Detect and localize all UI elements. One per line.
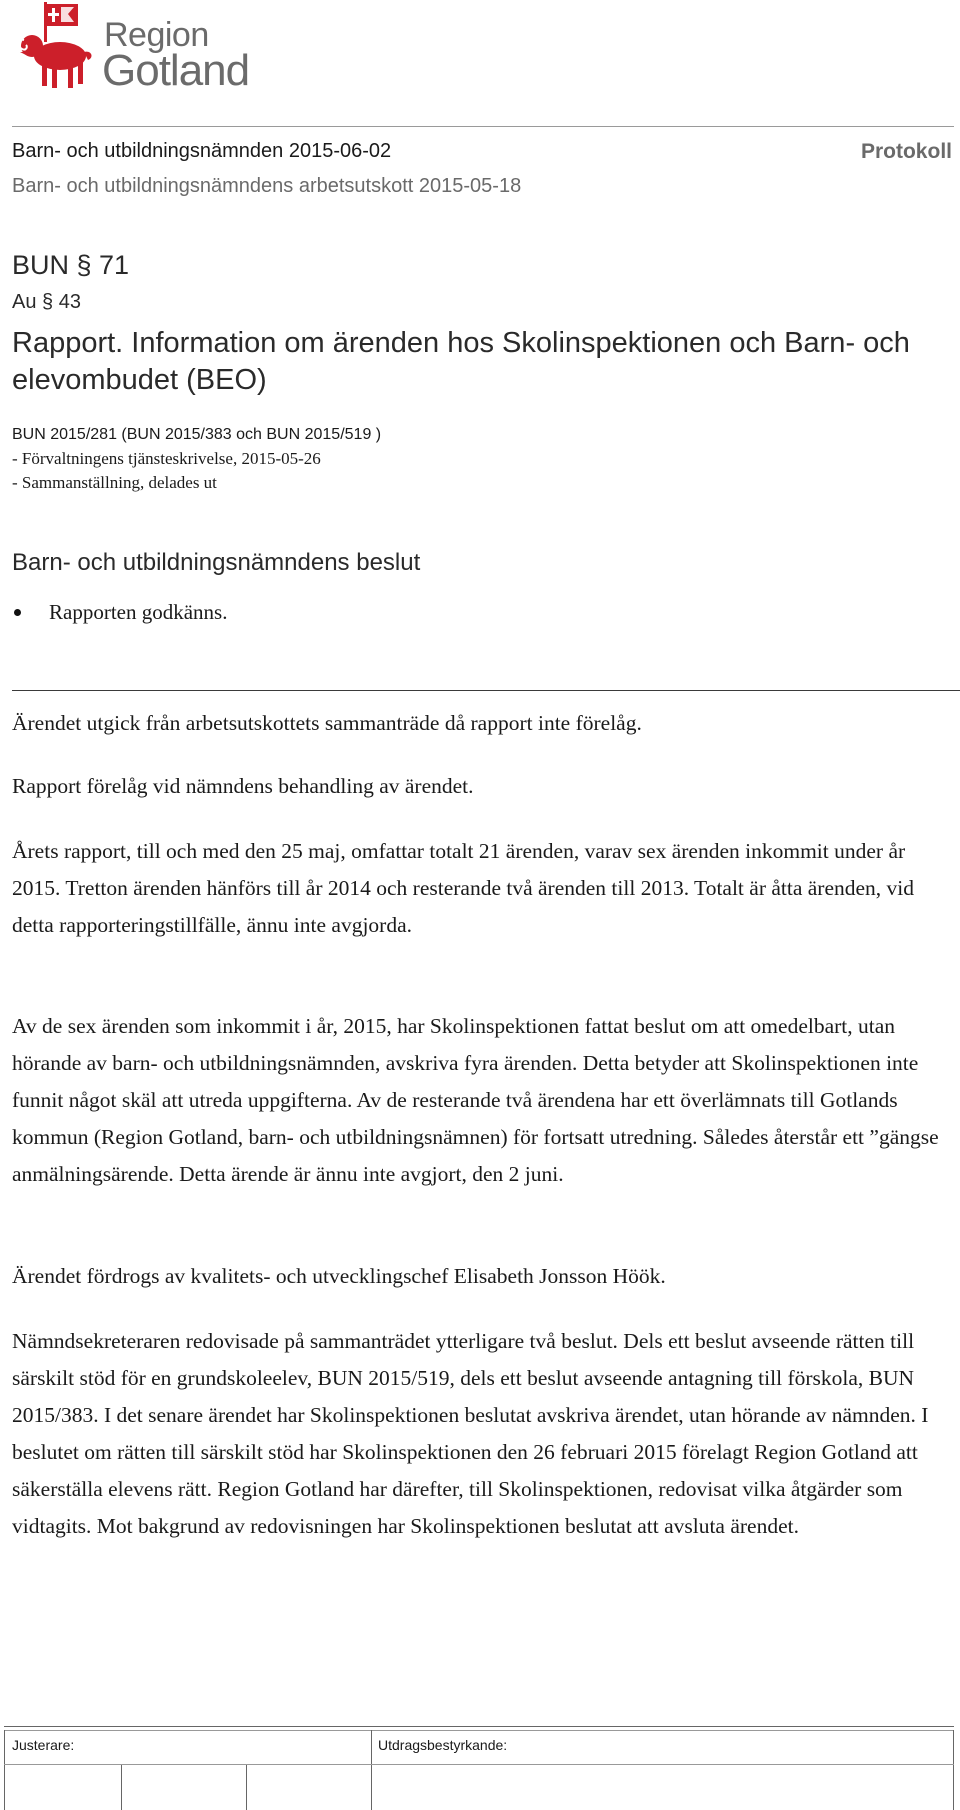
footer-rule	[4, 1730, 954, 1731]
reference-line: - Sammanställning, delades ut	[12, 473, 217, 492]
body-paragraph: Ärendet fördrogs av kvalitets- och utvecklingschef Elisabeth Jonsson Höök.	[12, 1264, 666, 1288]
bullet-icon	[14, 609, 21, 616]
logo-text-gotland: Gotland	[102, 46, 250, 95]
logo-text-region: Region	[104, 16, 209, 54]
footer-cell-border	[953, 1730, 954, 1810]
section-divider	[12, 690, 960, 691]
decision-bullet-text: Rapporten godkänns.	[49, 600, 228, 624]
reference-line: - Förvaltningens tjänsteskrivelse, 2015-05-26	[12, 449, 321, 468]
body-paragraph: Ärendet utgick från arbetsutskottets sammanträde då rapport inte förelåg.	[12, 711, 642, 735]
justerare-label: Justerare:	[12, 1737, 75, 1753]
header-divider	[12, 126, 954, 127]
body-paragraph: Rapport förelåg vid nämndens behandling av ärendet.	[12, 774, 474, 798]
case-title: Rapport. Information om ärenden hos Skolinspektionen och Barn- och elevombudet (BEO)	[12, 327, 910, 396]
signature-footer	[4, 1726, 960, 1810]
decision-heading: Barn- och utbildningsnämndens beslut	[12, 549, 421, 576]
reference-line: BUN 2015/281 (BUN 2015/383 och BUN 2015/519 )	[12, 426, 382, 443]
footer-cell-border	[4, 1730, 5, 1810]
bun-section-number: BUN § 71	[12, 250, 130, 280]
case-references	[12, 423, 381, 495]
region-gotland-logo	[8, 0, 248, 96]
footer-cell-border	[121, 1764, 122, 1810]
au-section-number: Au § 43	[12, 291, 81, 313]
footer-rule	[4, 1726, 954, 1727]
body-paragraph: Av de sex ärenden som inkommit i år, 2015, har Skolinspektionen fattat beslut om att omedelbart, utan hörande av barn- och utbildningsnämnden, avskriva fyra ärenden. Detta betyder att Skolinspektionen inte funnit något skäl att utreda uppgifterna. Av de resterande två ärendena har ett överlämnats till Gotlands kommun (Region Gotland, barn- och utbildningsnämnen) för fortsatt utredning. Således återstår ett ”gängse anmälningsärende. Detta ärende är ännu inte avgjort, den 2 juni.	[12, 1014, 939, 1186]
gotland-ram-icon	[8, 0, 98, 92]
meeting-subheading: Barn- och utbildningsnämndens arbetsutskott 2015-05-18	[12, 175, 522, 197]
footer-rule	[4, 1764, 954, 1765]
body-paragraph: Nämndsekreteraren redovisade på sammanträdet ytterligare två beslut. Dels ett beslut avseende rätten till särskilt stöd för en grundskoleelev, BUN 2015/519, dels ett beslut avseende antagning till förskola, BUN 2015/383. I det senare ärendet har Skolinspektionen beslutat avskriva ärendet, utan hörande av nämnden. I beslutet om rätten till särskilt stöd har Skolinspektionen den 26 februari 2015 förelagt Region Gotland att säkerställa elevens rätt. Region Gotland har därefter, till Skolinspektionen, redovisat vilka åtgärder som vidtagits. Mot bakgrund av redovisningen har Skolinspektionen beslutat att avsluta ärendet.	[12, 1329, 929, 1538]
body-paragraph: Årets rapport, till och med den 25 maj, omfattar totalt 21 ärenden, varav sex ärenden inkommit under år 2015. Tretton ärenden hänförs till år 2014 och resterande två ärenden till 2013. Totalt är åtta ärenden, vid detta rapporteringstillfälle, ännu inte avgjorda.	[12, 839, 915, 937]
document-type: Protokoll	[860, 140, 952, 163]
utdragsbestyrkande-label: Utdragsbestyrkande:	[378, 1737, 508, 1753]
decision-bullet	[12, 600, 227, 625]
footer-cell-border	[246, 1764, 247, 1810]
meeting-title: Barn- och utbildningsnämnden 2015-06-02	[12, 140, 392, 162]
footer-cell-border	[371, 1730, 372, 1810]
